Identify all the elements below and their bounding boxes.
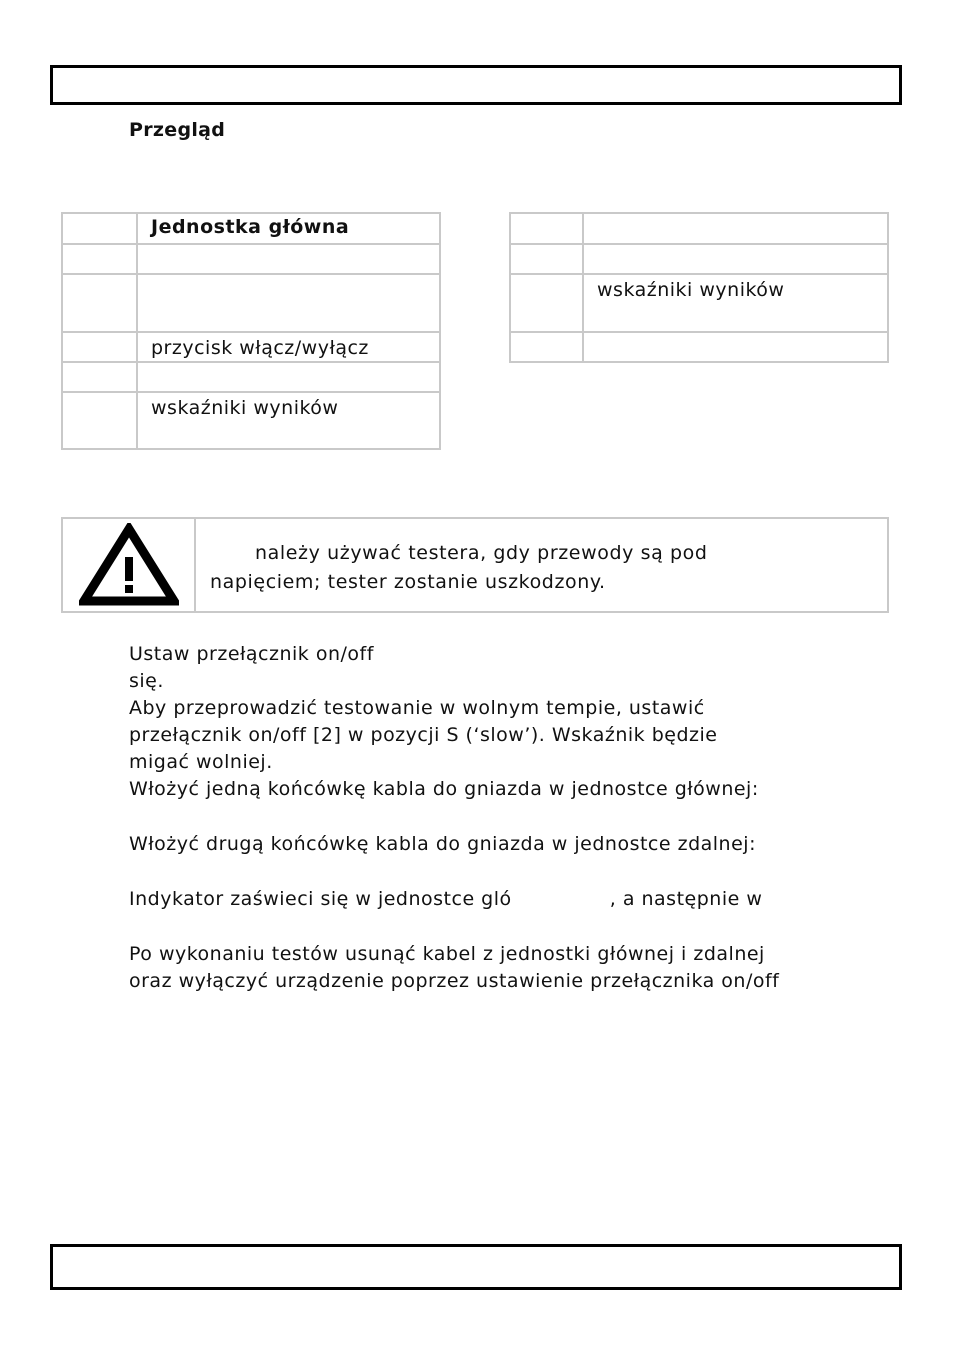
instruction-line: Włożyć jedną końcówkę kabla do gniazda w jednostce głównej: bbox=[129, 778, 759, 800]
table-cell-number bbox=[62, 244, 137, 274]
table-row bbox=[62, 392, 440, 449]
instructions-text bbox=[129, 641, 889, 995]
instruction-line: Aby przeprowadzić testowanie w wolnym tempie, ustawić bbox=[129, 697, 705, 719]
main-unit-part-label: przycisk włącz/wyłącz bbox=[137, 332, 440, 362]
instruction-line: Ustaw przełącznik on/off bbox=[129, 643, 374, 665]
section-title: Przegląd bbox=[129, 119, 226, 141]
remote-unit-parts-table bbox=[509, 212, 889, 363]
remote-unit-part-label: wskaźniki wyników bbox=[583, 274, 888, 332]
remote-unit-part-label bbox=[583, 332, 888, 362]
remote-unit-heading bbox=[583, 213, 888, 244]
warning-icon-cell bbox=[63, 519, 196, 611]
warning-line: należy używać testera, gdy przewody są pod bbox=[255, 542, 708, 564]
warning-text bbox=[196, 519, 708, 611]
instruction-line: migać wolniej. bbox=[129, 751, 273, 773]
instruction-line: oraz wyłączyć urządzenie poprzez ustawienie przełącznika on/off bbox=[129, 970, 780, 992]
table-row bbox=[510, 332, 888, 362]
instruction-line: przełącznik on/off [2] w pozycji S (‘slow’). Wskaźnik będzie bbox=[129, 724, 718, 746]
main-unit-parts-table bbox=[61, 212, 441, 450]
instruction-line: Po wykonaniu testów usunąć kabel z jednostki głównej i zdalnej bbox=[129, 943, 765, 965]
table-cell-number bbox=[510, 274, 583, 332]
table-row bbox=[510, 213, 888, 244]
page-header-box bbox=[50, 65, 902, 105]
main-unit-part-label bbox=[137, 274, 440, 332]
warning-triangle-icon bbox=[79, 523, 179, 607]
instruction-line: Indykator zaświeci się w jednostce gló , a następnie w bbox=[129, 888, 763, 910]
main-unit-heading: Jednostka główna bbox=[137, 213, 440, 244]
remote-unit-part-label bbox=[583, 244, 888, 274]
table-cell-number bbox=[62, 274, 137, 332]
warning-box bbox=[61, 517, 889, 613]
table-row bbox=[62, 213, 440, 244]
table-row bbox=[62, 332, 440, 362]
main-unit-part-label bbox=[137, 244, 440, 274]
table-cell-number bbox=[62, 362, 137, 392]
table-row bbox=[62, 274, 440, 332]
table-row bbox=[510, 274, 888, 332]
table-cell-number bbox=[62, 392, 137, 449]
warning-line: napięciem; tester zostanie uszkodzony. bbox=[210, 571, 606, 593]
instruction-line: Włożyć drugą końcówkę kabla do gniazda w jednostce zdalnej: bbox=[129, 833, 756, 855]
table-cell-number bbox=[510, 213, 583, 244]
table-row bbox=[62, 244, 440, 274]
table-cell-number bbox=[62, 332, 137, 362]
table-cell-number bbox=[510, 244, 583, 274]
main-unit-part-label: wskaźniki wyników bbox=[137, 392, 440, 449]
table-row bbox=[62, 362, 440, 392]
page-footer-box bbox=[50, 1244, 902, 1290]
main-unit-part-label bbox=[137, 362, 440, 392]
table-row bbox=[510, 244, 888, 274]
table-cell-number bbox=[62, 213, 137, 244]
instruction-line: się. bbox=[129, 670, 164, 692]
table-cell-number bbox=[510, 332, 583, 362]
